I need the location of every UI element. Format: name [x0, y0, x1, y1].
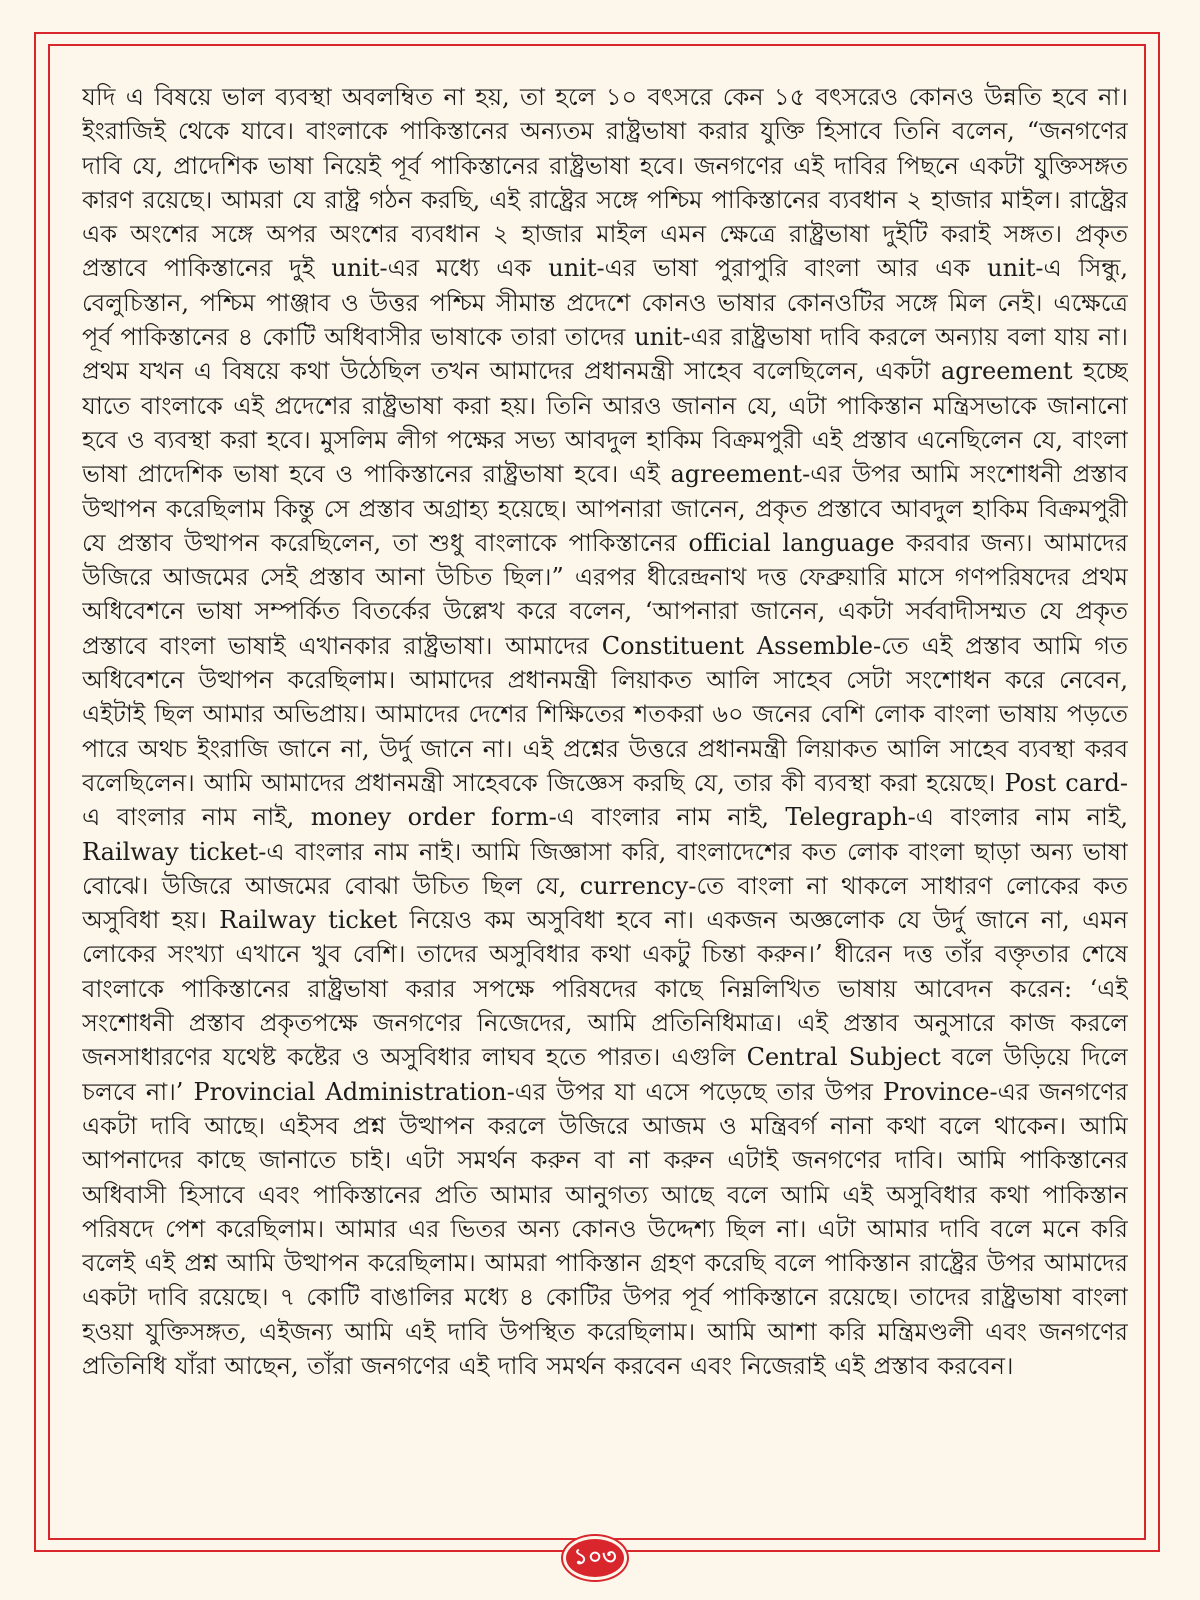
body-text-block: [82, 80, 1128, 1530]
body-paragraph: যদি এ বিষয়ে ভাল ব্যবস্থা অবলম্বিত না হয়, তা হলে ১০ বৎসরে কেন ১৫ বৎসরেও কোনও উন্নতি হবে না। ইংরাজিই থেকে যাবে। বাংলাকে পাকিস্তানের অন্যতম রাষ্ট্রভাষা করার যুক্তি হিসাবে তিনি বলেন, “জনগণের দাবি যে, প্রাদেশিক ভাষা নিয়েই পূর্ব পাকিস্তানের রাষ্ট্রভাষা হবে। জনগণের এই দাবির পিছনে একটা যুক্তিসঙ্গত কারণ রয়েছে। আমরা যে রাষ্ট্র গঠন করছি, এই রাষ্ট্রের সঙ্গে পশ্চিম পাকিস্তানের ব্যবধান ২ হাজার মাইল। রাষ্ট্রের এক অংশের সঙ্গে অপর অংশের ব্যবধান ২ হাজার মাইল এমন ক্ষেত্রে রাষ্ট্রভাষা দুইটি করাই সঙ্গত। প্রকৃত প্রস্তাবে পাকিস্তানের দুই unit-এর মধ্যে এক unit-এর ভাষা পুরাপুরি বাংলা আর এক unit-এ সিন্ধু, বেলুচিস্তান, পশ্চিম পাঞ্জাব ও উত্তর পশ্চিম সীমান্ত প্রদেশে কোনও ভাষার কোনওটির সঙ্গে মিল নেই। এক্ষেত্রে পূর্ব পাকিস্তানের ৪ কোটি অধিবাসীর ভাষাকে তারা তাদের unit-এর রাষ্ট্রভাষা দাবি করলে অন্যায় বলা যায় না। প্রথম যখন এ বিষয়ে কথা উঠেছিল তখন আমাদের প্রধানমন্ত্রী সাহেব বলেছিলেন, একটা agreement হচ্ছে যাতে বাংলাকে এই প্রদেশের রাষ্ট্রভাষা করা হয়। তিনি আরও জানান যে, এটা পাকিস্তান মন্ত্রিসভাকে জানানো হবে ও ব্যবস্থা করা হবে। মুসলিম লীগ পক্ষের সভ্য আবদুল হাকিম বিক্রমপুরী এই প্রস্তাব এনেছিলেন যে, বাংলা ভাষা প্রাদেশিক ভাষা হবে ও পাকিস্তানের রাষ্ট্রভাষা হবে। এই agreement-এর উপর আমি সংশোধনী প্রস্তাব উত্থাপন করেছিলাম কিন্তু সে প্রস্তাব অগ্রাহ্য হয়েছে। আপনারা জানেন, প্রকৃত প্রস্তাবে আবদুল হাকিম বিক্রমপুরী যে প্রস্তাব উত্থাপন করেছিলেন, তা শুধু বাংলাকে পাকিস্তানের official language করবার জন্য। আমাদের উজিরে আজমের সেই প্রস্তাব আনা উচিত ছিল।” এরপর ধীরেন্দ্রনাথ দত্ত ফেব্রুয়ারি মাসে গণপরিষদের প্রথম অধিবেশনে ভাষা সম্পর্কিত বিতর্কের উল্লেখ করে বলেন, ‘আপনারা জানেন, একটা সর্ববাদীসম্মত যে প্রকৃত প্রস্তাবে বাংলা ভাষাই এখানকার রাষ্ট্রভাষা। আমাদের Constituent Assemble-তে এই প্রস্তাব আমি গত অধিবেশনে উত্থাপন করেছিলাম। আমাদের প্রধানমন্ত্রী লিয়াকত আলি সাহেব সেটা সংশোধন করে নেবেন, এইটাই ছিল আমার অভিপ্রায়। আমাদের দেশের শিক্ষিতের শতকরা ৬০ জনের বেশি লোক বাংলা ভাষায় পড়তে পারে অথচ ইংরাজি জানে না, উর্দু জানে না। এই প্রশ্নের উত্তরে প্রধানমন্ত্রী লিয়াকত আলি সাহেব ব্যবস্থা করব বলেছিলেন। আমি আমাদের প্রধানমন্ত্রী সাহেবকে জিজ্ঞেস করছি যে, তার কী ব্যবস্থা করা হয়েছে। Post card-এ বাংলার নাম নাই, money order form-এ বাংলার নাম নাই, Telegraph-এ বাংলার নাম নাই, Railway ticket-এ বাংলার নাম নাই। আমি জিজ্ঞাসা করি, বাংলাদেশের কত লোক বাংলা ছাড়া অন্য ভাষা বোঝে। উজিরে আজমের বোঝা উচিত ছিল যে, currency-তে বাংলা না থাকলে সাধারণ লোকের কত অসুবিধা হয়। Railway ticket নিয়েও কম অসুবিধা হবে না। একজন অজ্ঞলোক যে উর্দু জানে না, এমন লোকের সংখ্যা এখানে খুব বেশি। তাদের অসুবিধার কথা একটু চিন্তা করুন।’ ধীরেন দত্ত তাঁর বক্তৃতার শেষে বাংলাকে পাকিস্তানের রাষ্ট্রভাষা করার সপক্ষে পরিষদের কাছে নিম্নলিখিত ভাষায় আবেদন করেন: ‘এই সংশোধনী প্রস্তাব প্রকৃতপক্ষে জনগণের নিজেদের, আমি প্রতিনিধিমাত্র। এই প্রস্তাব অনুসারে কাজ করলে জনসাধারণের যথেষ্ট কষ্টের ও অসুবিধার লাঘব হতে পারত। এগুলি Central Subject বলে উড়িয়ে দিলে চলবে না।’ Provincial Administration-এর উপর যা এসে পড়েছে তার উপর Province-এর জনগণের একটা দাবি আছে। এইসব প্রশ্ন উত্থাপন করলে উজিরে আজম ও মন্ত্রিবর্গ নানা কথা বলে থাকেন। আমি আপনাদের কাছে জানাতে চাই। এটা সমর্থন করুন বা না করুন এটাই জনগণের দাবি। আমি পাকিস্তানের অধিবাসী হিসাবে এবং পাকিস্তানের প্রতি আমার আনুগত্য আছে বলে আমি এই অসুবিধার কথা পাকিস্তান পরিষদে পেশ করেছিলাম। আমার এর ভিতর অন্য কোনও উদ্দেশ্য ছিল না। এটা আমার দাবি বলে মনে করি বলেই এই প্রশ্ন আমি উত্থাপন করেছিলাম। আমরা পাকিস্তান গ্রহণ করেছি বলে পাকিস্তান রাষ্ট্রের উপর আমাদের একটা দাবি রয়েছে। ৭ কোটি বাঙালির মধ্যে ৪ কোটির উপর পূর্ব পাকিস্তানে রয়েছে। তাদের রাষ্ট্রভাষা বাংলা হওয়া যুক্তিসঙ্গত, এইজন্য আমি এই দাবি উপস্থিত করেছিলাম। আমি আশা করি মন্ত্রিমণ্ডলী এবং জনগণের প্রতিনিধি যাঁরা আছেন, তাঁরা জনগণের এই দাবি সমর্থন করবেন এবং নিজেরাই এই প্রস্তাব করবেন।: [82, 83, 1128, 1380]
page-number: ১০৩: [573, 1544, 617, 1570]
page-number-badge: [563, 1536, 627, 1580]
